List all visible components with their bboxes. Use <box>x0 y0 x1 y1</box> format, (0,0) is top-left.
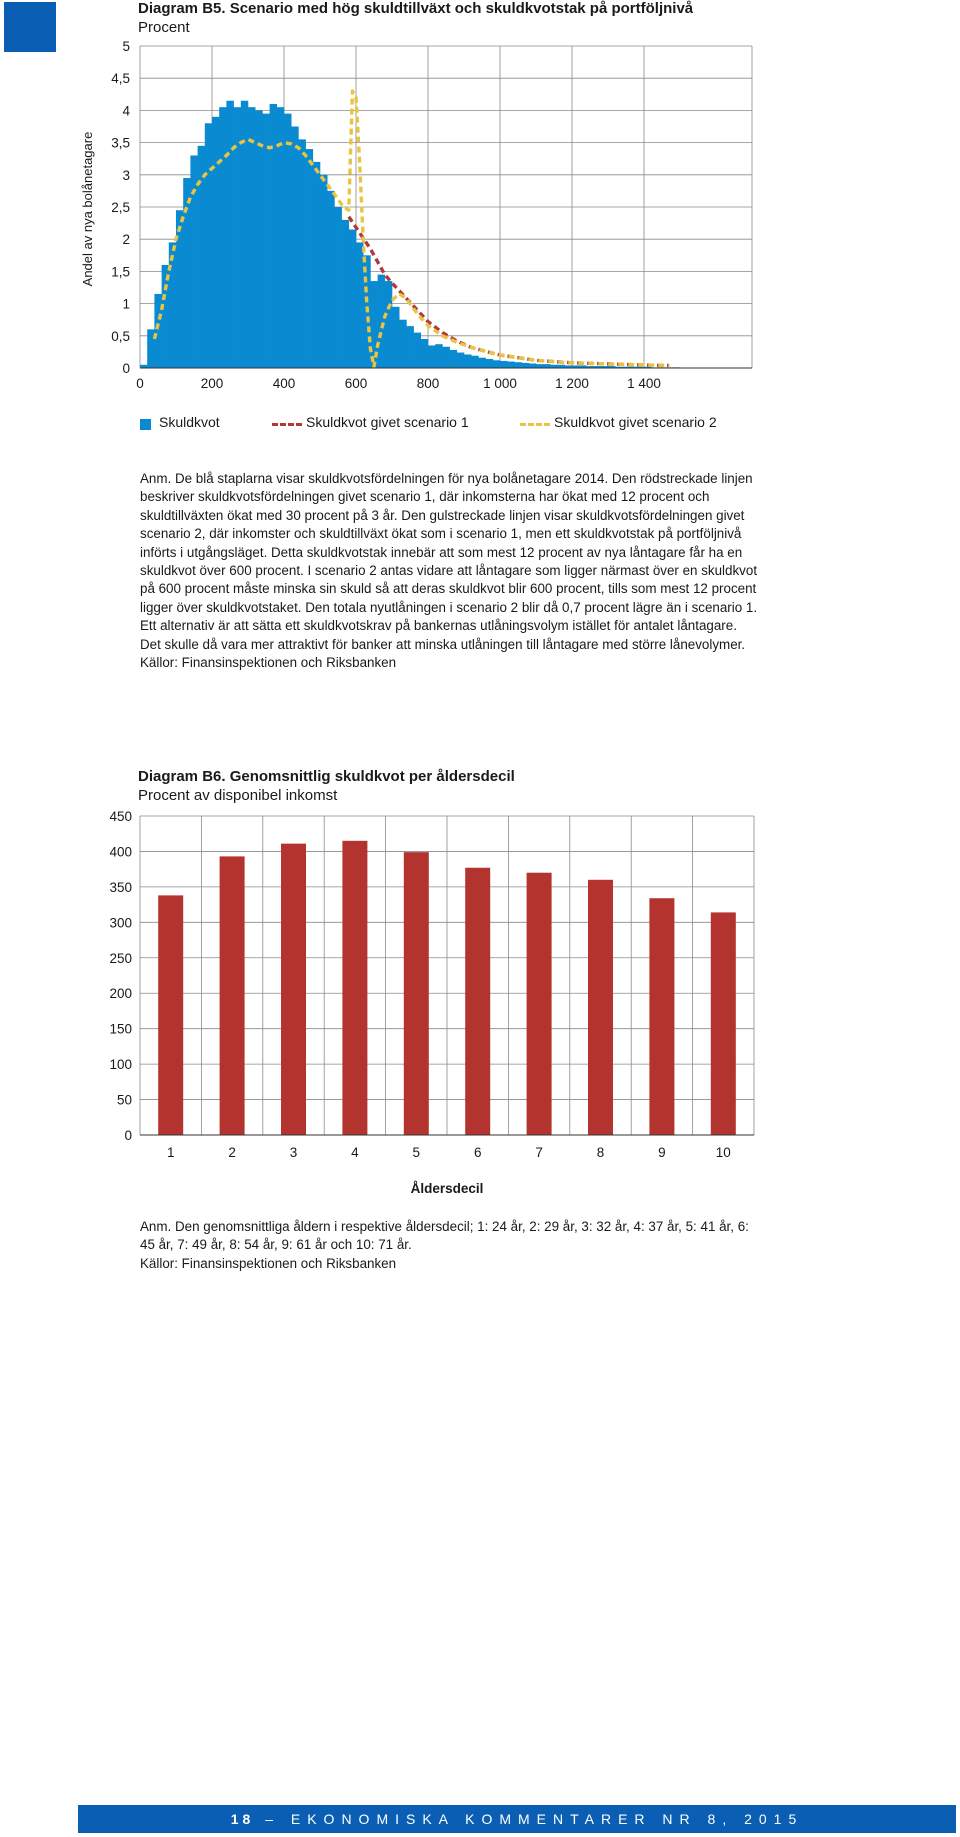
chart1-histogram-bar <box>147 329 155 368</box>
chart1-histogram-bar <box>450 350 458 368</box>
legend-skuldkvot-swatch <box>140 419 151 430</box>
chart1-histogram-bar <box>435 344 443 368</box>
chart1-histogram-bar <box>486 359 494 368</box>
chart1-histogram-bar <box>306 149 314 368</box>
chart1-histogram-bar <box>212 117 220 368</box>
chart1-y-tick-label: 5 <box>122 39 130 54</box>
chart2-x-tick-label: 3 <box>289 1145 298 1160</box>
chart1-histogram-bar <box>334 207 342 368</box>
chart1-histogram-bar <box>356 242 364 368</box>
chart1-y-tick-label: 3,5 <box>111 135 130 151</box>
chart1-x-tick-label: 1 400 <box>627 376 661 391</box>
chart1-histogram-bar <box>385 281 393 368</box>
chart2-y-tick-label: 150 <box>109 1021 132 1037</box>
chart2-x-tick-label: 7 <box>535 1145 543 1160</box>
chart1-histogram-bar <box>198 146 206 368</box>
chart1-histogram-bar <box>342 220 350 368</box>
chart2-y-tick-label: 100 <box>109 1057 132 1073</box>
chart2-x-tick-label: 1 <box>166 1145 175 1160</box>
chart2-svg <box>0 790 960 1210</box>
chart1-note-source: Källor: Finansinspektionen och Riksbanken <box>140 655 397 671</box>
chart1-note-text: Anm. De blå staplarna visar skuldkvotsfördelningen för nya bolånetagare 2014. Den rödstreckade linjen beskriver skuldkvotsfördelningen givet scenario 1, där inkomsterna har ökat med 12 procent och skuldtillväxten ökat med 30 procent på 3 år. Den gulstreckade linjen visar skuldkvotsfördelningen givet scenario 2, där inkomster och skuldtillväxt ökat som i scenario 1, men ett skuldkvotstak på portföljnivå införts i utgångsläget. Detta skuldkvotstak innebär att som mest 12 procent av nya låntagare får ha en skuldkvot över 600 procent. I scenario 2 antas vidare att låntagare som ligger närmast över en skuldkvot på 600 procent måste minska sin skuld så att deras skuldkvot blir 600 procent, tills som mest 12 procent ligger över skuldkvotstaket. Den totala nyutlåningen i scenario 2 blir då 0,7 procent lägre än i scenario 1. Ett alternativ är att sätta ett skuldkvotskrav på bankernas utlåningsvolym istället för antalet låntagare. Det skulle då vara mer attraktivt för banker att minska utlåningen till låntagare med större lånevolymer. <box>140 471 758 652</box>
chart1-note <box>140 470 760 672</box>
chart1-histogram-bar <box>327 191 335 368</box>
chart1-title: Diagram B5. Scenario med hög skuldtillväxt och skuldkvotstak på portföljnivå <box>138 0 694 17</box>
chart1-histogram-bar <box>529 363 537 368</box>
chart1-histogram-bar <box>176 210 184 368</box>
chart1-histogram-bar <box>543 364 551 368</box>
chart1-histogram-bar <box>262 114 270 368</box>
chart1-histogram-bar <box>536 364 544 368</box>
chart1-histogram-bar <box>226 101 234 368</box>
chart1-histogram-bar <box>320 175 328 368</box>
chart1-histogram-bar <box>464 354 472 368</box>
chart1-histogram-bar <box>500 361 508 368</box>
chart2-bar <box>281 844 306 1135</box>
chart2-bar <box>527 873 552 1135</box>
chart1-histogram-bar <box>514 362 522 368</box>
chart1-histogram-bar <box>190 155 198 368</box>
chart1-histogram-bar <box>270 104 278 368</box>
chart1-histogram-bar <box>414 333 422 368</box>
chart1-histogram-bar <box>291 127 299 369</box>
chart2-x-tick-label: 8 <box>596 1145 605 1160</box>
chart2-x-tick-label: 5 <box>412 1145 421 1160</box>
chart2-y-tick-label: 300 <box>109 915 132 931</box>
legend-scenario2-label: Skuldkvot givet scenario 2 <box>554 414 717 430</box>
chart2-bar <box>711 912 736 1135</box>
chart2-bar <box>342 841 367 1135</box>
chart1-legend <box>140 414 800 434</box>
chart1-x-tick-label: 600 <box>344 376 368 391</box>
chart2-note <box>140 1218 760 1273</box>
chart2-y-tick-label: 250 <box>109 950 132 966</box>
chart1-y-tick-label: 4 <box>122 103 130 119</box>
legend-scenario1-label: Skuldkvot givet scenario 1 <box>306 414 469 430</box>
chart1-x-tick-label: 200 <box>200 376 224 391</box>
chart1-histogram-bar <box>284 114 292 368</box>
chart2-title: Diagram B6. Genomsnittlig skuldkvot per åldersdecil <box>138 768 515 785</box>
chart1-histogram-bar <box>471 356 479 368</box>
chart1-x-tick-label: 1 200 <box>555 376 589 391</box>
chart1-histogram-bar <box>399 320 407 368</box>
chart2-bar <box>588 880 613 1135</box>
chart2-x-tick-label: 9 <box>658 1145 666 1160</box>
page-footer <box>78 1805 956 1833</box>
chart1-svg <box>0 0 960 440</box>
chart2-y-tick-label: 400 <box>109 844 132 860</box>
chart1-histogram-bar <box>169 242 177 368</box>
chart1-histogram-bar <box>428 345 436 368</box>
chart1-y-tick-label: 1,5 <box>111 264 130 280</box>
chart1-histogram-bar <box>493 360 501 368</box>
chart1-y-tick-label: 0 <box>122 361 130 376</box>
chart1-histogram-bar <box>313 162 321 368</box>
chart1-histogram-bar <box>219 107 227 368</box>
legend-skuldkvot-label: Skuldkvot <box>159 414 220 430</box>
chart1-y-tick-label: 2 <box>122 232 130 248</box>
chart2-bar <box>220 856 245 1135</box>
chart2-subtitle: Procent av disponibel inkomst <box>138 787 338 804</box>
chart1-histogram-bar <box>507 362 515 368</box>
chart1-histogram-bar <box>349 230 357 368</box>
chart1-subtitle: Procent <box>138 19 190 36</box>
chart1-x-tick-label: 800 <box>416 376 440 391</box>
chart2-x-axis-label: Åldersdecil <box>410 1181 484 1196</box>
chart2-y-tick-label: 200 <box>109 986 132 1002</box>
chart1-y-tick-label: 1 <box>122 296 130 312</box>
chart1-histogram-bar <box>183 178 191 368</box>
chart1-histogram-bar <box>392 307 400 368</box>
chart2-y-tick-label: 450 <box>109 809 132 824</box>
chart2-x-tick-label: 10 <box>715 1145 731 1160</box>
chart2-bar <box>465 868 490 1135</box>
chart2-note-source: Källor: Finansinspektionen och Riksbanken <box>140 1255 397 1271</box>
chart1-histogram-bar <box>298 139 306 368</box>
chart2-x-tick-label: 4 <box>351 1145 359 1160</box>
chart2-x-tick-label: 2 <box>228 1145 236 1160</box>
chart2-note-text: Anm. Den genomsnittliga åldern i respektive åldersdecil; 1: 24 år, 2: 29 år, 3: 32 år, 4: 37 år, 5: 41 år, 6: 45 år, 7: 49 år, 8: 54 år, 9: 61 år och 10: 71 år. <box>140 1219 749 1253</box>
chart1-histogram-bar <box>205 123 213 368</box>
footer-publication: – EKONOMISKA KOMMENTARER NR 8, 2015 <box>265 1811 804 1827</box>
chart1-histogram-bar <box>248 107 256 368</box>
chart2-y-tick-label: 50 <box>116 1092 132 1108</box>
chart1-histogram-bar <box>522 363 530 368</box>
chart1-histogram-bar <box>255 110 263 368</box>
chart1-x-tick-label: 400 <box>272 376 296 391</box>
chart2-bar <box>158 895 183 1135</box>
footer-page-number: 18 <box>230 1811 255 1827</box>
chart1-histogram-bar <box>457 353 465 368</box>
chart1-x-tick-label: 1 000 <box>483 376 517 391</box>
chart1-histogram-bar <box>406 326 414 368</box>
chart1-histogram-bar <box>442 347 450 368</box>
chart1-histogram-bar <box>478 358 486 368</box>
chart2-y-tick-label: 350 <box>109 879 132 895</box>
chart1-y-tick-label: 2,5 <box>111 200 130 215</box>
chart1-y-tick-label: 3 <box>122 167 130 183</box>
chart1-histogram-bar <box>378 275 386 368</box>
legend-scenario1-swatch <box>272 423 302 426</box>
chart1-histogram-bar <box>154 294 162 368</box>
chart1-x-tick-label: 0 <box>136 376 144 391</box>
chart1-y-axis-label: Andel av nya bolånetagare <box>80 131 95 287</box>
chart1-y-tick-label: 0,5 <box>111 328 130 344</box>
chart2-y-tick-label: 0 <box>124 1128 132 1143</box>
chart1-y-tick-label: 4,5 <box>111 71 130 87</box>
legend-scenario2-swatch <box>520 423 550 426</box>
chart2-bar <box>649 898 674 1135</box>
chart2-x-tick-label: 6 <box>473 1145 482 1160</box>
chart1-histogram-bar <box>421 339 429 368</box>
chart2-bar <box>404 852 429 1135</box>
